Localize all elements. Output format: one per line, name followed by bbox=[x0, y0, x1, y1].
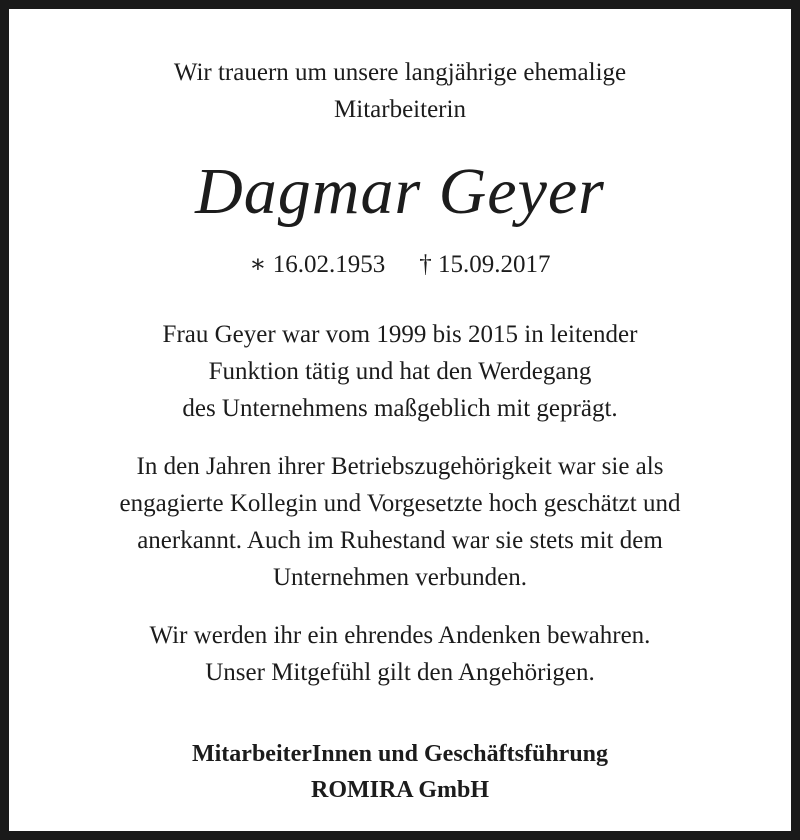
paragraph-line: Funktion tätig und hat den Werdegang bbox=[208, 358, 592, 385]
paragraph-tribute bbox=[18, 448, 782, 596]
paragraph-career bbox=[18, 316, 782, 427]
birth-date: ∗ 16.02.1953 bbox=[249, 251, 386, 278]
paragraph-line: Unternehmen verbunden. bbox=[272, 564, 528, 591]
paragraph-line: In den Jahren ihrer Betriebszugehörigkeit war sie als bbox=[136, 453, 664, 480]
paragraph-line: engagierte Kollegin und Vorgesetzte hoch geschätzt und bbox=[119, 490, 681, 517]
paragraph-condolence bbox=[18, 617, 782, 691]
paragraph-line: Wir werden ihr ein ehrendes Andenken bewahren. bbox=[149, 622, 651, 649]
intro-text bbox=[18, 54, 782, 128]
signature-block bbox=[18, 736, 782, 808]
death-date: † 15.09.2017 bbox=[419, 251, 551, 278]
company-name: ROMIRA GmbH bbox=[310, 777, 489, 803]
paragraph-line: Unser Mitgefühl gilt den Angehörigen. bbox=[205, 659, 595, 686]
deceased-name: Dagmar Geyer bbox=[195, 155, 605, 228]
paragraph-line: anerkannt. Auch im Ruhestand war sie stets mit dem bbox=[137, 527, 663, 554]
paragraph-line: des Unternehmens maßgeblich mit geprägt. bbox=[182, 395, 618, 422]
signature-line: MitarbeiterInnen und Geschäftsführung bbox=[191, 741, 609, 767]
obituary-content bbox=[18, 18, 782, 822]
paragraph-line: Frau Geyer war vom 1999 bis 2015 in leitender bbox=[162, 321, 638, 348]
intro-line: Wir trauern um unsere langjährige ehemalige bbox=[173, 59, 627, 86]
intro-line: Mitarbeiterin bbox=[334, 96, 466, 123]
life-dates bbox=[18, 246, 782, 283]
